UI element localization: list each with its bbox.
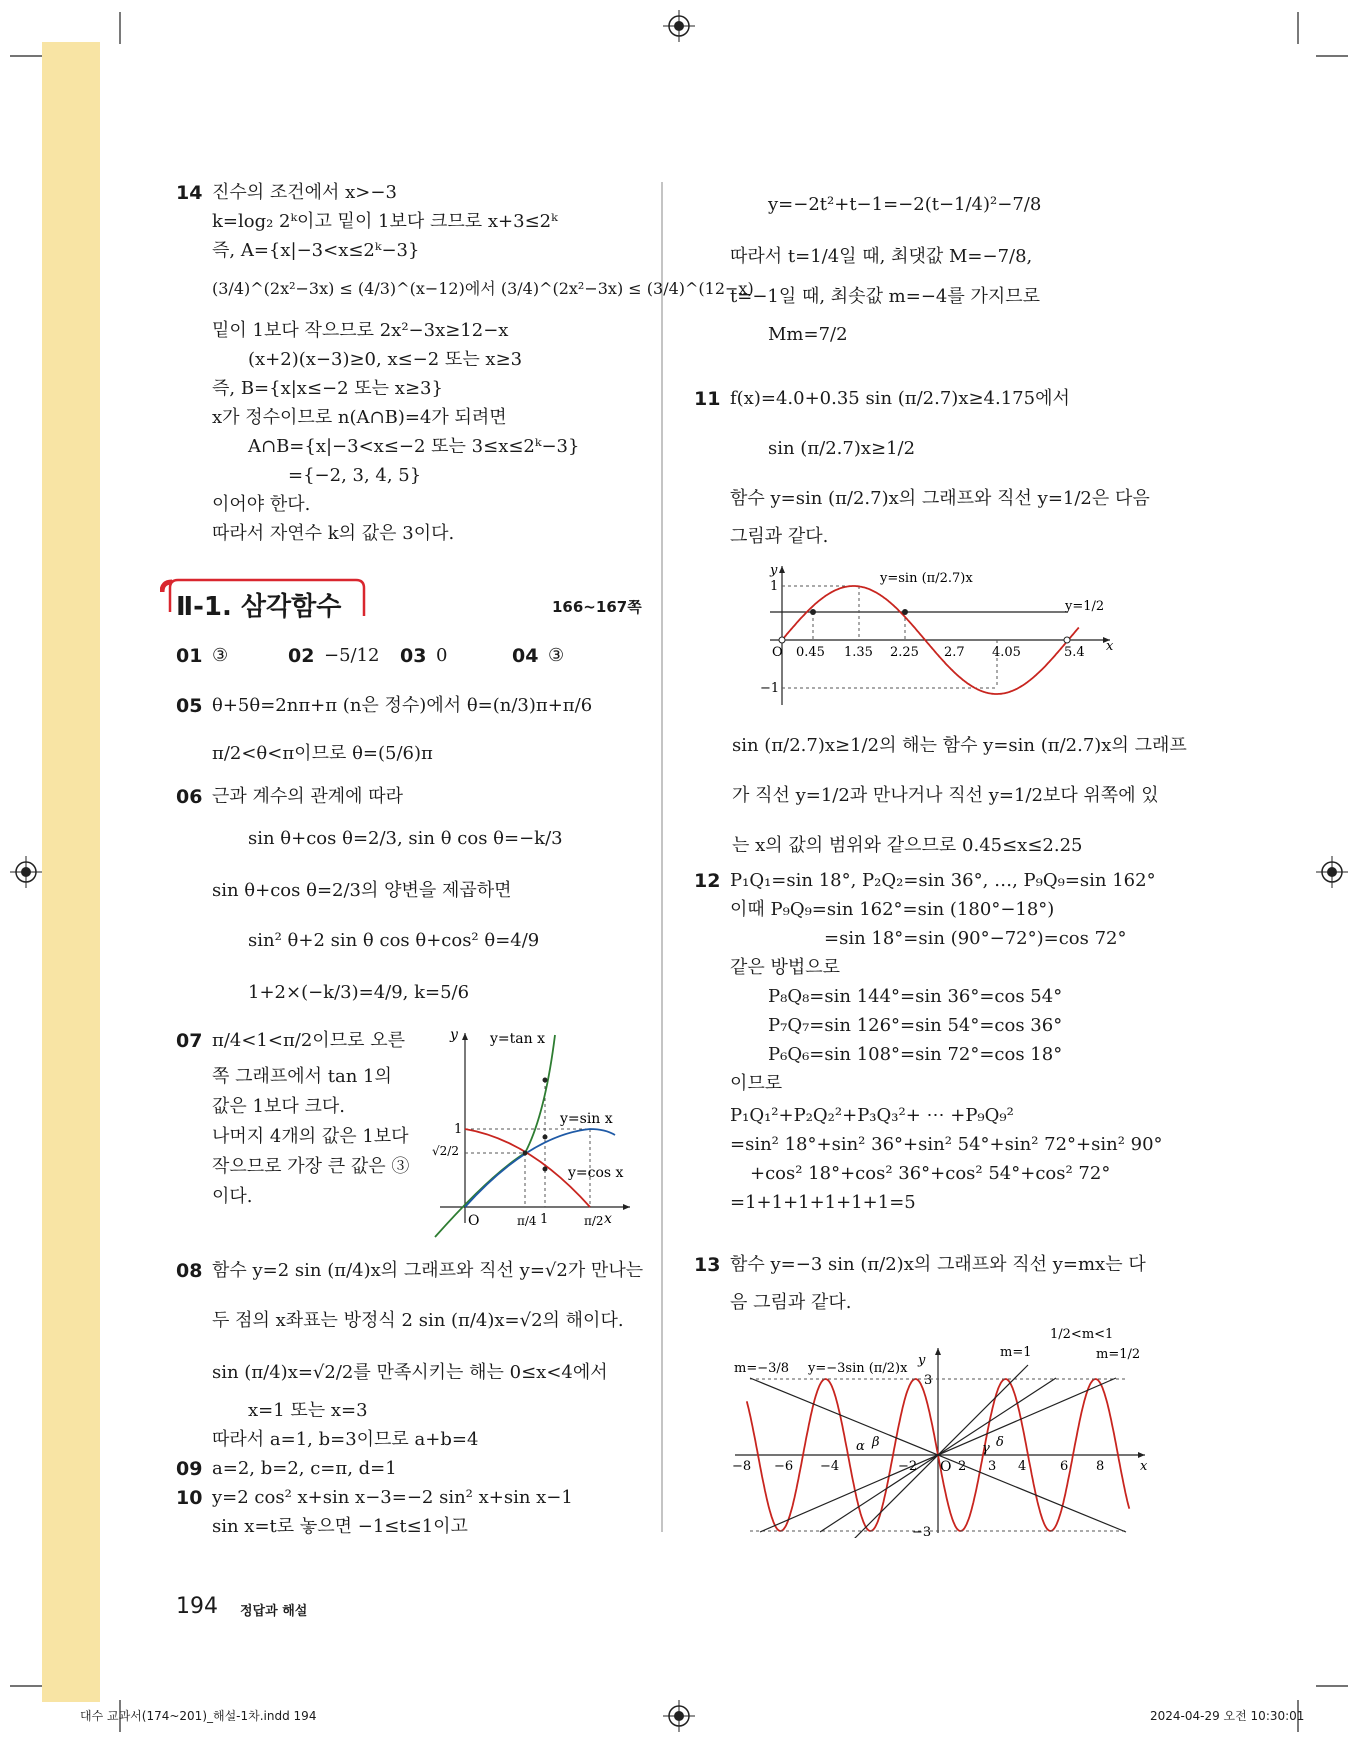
origin-label: O (940, 1459, 952, 1475)
origin-label: O (468, 1213, 480, 1229)
tick-label: −2 (898, 1459, 918, 1474)
line: Mm=7/2 (768, 324, 848, 345)
curve-label: y=−3sin (π/2)x (808, 1361, 908, 1376)
line: 즉, A={x|−3<x≤2ᵏ−3} (212, 240, 420, 261)
line: 두 점의 x좌표는 방정식 2 sin (π/4)x=√2의 해이다. (212, 1310, 624, 1331)
answer-value: −5/12 (324, 645, 380, 666)
line: 이어야 한다. (212, 494, 311, 515)
problem-number: 08 (176, 1260, 203, 1282)
page-label: 정답과 해설 (240, 1604, 308, 1619)
angle-label: γ (982, 1441, 990, 1456)
axis-label: x (1106, 639, 1114, 654)
line: x=1 또는 x=3 (248, 1400, 368, 1421)
line: =1+1+1+1+1+1=5 (730, 1192, 916, 1213)
line: P₁Q₁²+P₂Q₂²+P₃Q₃²+ ⋯ +P₉Q₉² (730, 1105, 1014, 1126)
tick-label: π/2 (584, 1214, 604, 1228)
curve-label: y=sin (π/2.7)x (880, 571, 973, 586)
answer-num: 03 (400, 645, 427, 667)
tick-label: 3 (924, 1373, 933, 1388)
line: (3/4)^(2x²−3x) ≤ (4/3)^(x−12)에서 (3/4)^(2x²−3x) ≤ (3/4)^(12−x) (212, 279, 754, 298)
problem-number: 06 (176, 786, 203, 808)
tick-label: 3 (988, 1459, 997, 1474)
line: A∩B={x|−3<x≤−2 또는 3≤x≤2ᵏ−3} (248, 436, 580, 457)
file-slug: 대수 교과서(174~201)_해설-1차.indd 194 (80, 1709, 317, 1723)
line: 따라서 a=1, b=3이므로 a+b=4 (212, 1429, 479, 1450)
tick-label: 2 (958, 1459, 967, 1474)
line: 따라서 t=1/4일 때, 최댓값 M=−7/8, (730, 246, 1033, 267)
tick-label: −6 (774, 1459, 794, 1474)
line: +cos² 18°+cos² 36°+cos² 54°+cos² 72° (750, 1163, 1111, 1184)
answer-value: ③ (212, 645, 229, 666)
curve-label-sin: y=sin x (560, 1111, 613, 1127)
line: π/2<θ<π이므로 θ=(5/6)π (212, 743, 433, 764)
problem-number: 09 (176, 1458, 203, 1480)
section-title: Ⅱ-1. 삼각함수 (176, 592, 342, 622)
tick-label: −3 (912, 1525, 932, 1538)
problem-number: 14 (176, 182, 203, 204)
tick-label: 5.4 (1064, 645, 1085, 660)
line: 즉, B={x|x≤−2 또는 x≥3} (212, 378, 443, 399)
axis-label: y (918, 1353, 926, 1368)
line: sin θ+cos θ=2/3의 양변을 제곱하면 (212, 880, 512, 901)
graph-13 (730, 1328, 1150, 1538)
line: 그림과 같다. (730, 526, 829, 547)
answer-num: 02 (288, 645, 315, 667)
line: sin x=t로 놓으면 −1≤t≤1이고 (212, 1516, 468, 1537)
line: =sin 18°=sin (90°−72°)=cos 72° (824, 928, 1127, 949)
axis-label: y (770, 563, 778, 578)
problem-number: 07 (176, 1030, 203, 1052)
line: 이다. (212, 1186, 253, 1207)
line: 근과 계수의 관계에 따라 (212, 786, 404, 807)
line: k=log₂ 2ᵏ이고 밑이 1보다 크므로 x+3≤2ᵏ (212, 211, 558, 232)
tick-label: 2.25 (890, 645, 919, 660)
target-mark-top (663, 10, 695, 42)
curve-label-tan: y=tan x (490, 1031, 545, 1047)
tick-label: −4 (820, 1459, 840, 1474)
line: 작으므로 가장 큰 값은 ③ (212, 1156, 410, 1177)
tick-label: 0.45 (796, 645, 825, 660)
answer-num: 04 (512, 645, 539, 667)
answer-value: 0 (436, 645, 448, 666)
tick-label: −8 (732, 1459, 752, 1474)
line: sin (π/2.7)x≥1/2의 해는 함수 y=sin (π/2.7)x의 그래프 (732, 735, 1187, 756)
line: P₁Q₁=sin 18°, P₂Q₂=sin 36°, …, P₉Q₉=sin 162° (730, 870, 1156, 891)
line: P₆Q₆=sin 108°=sin 72°=cos 18° (768, 1044, 1063, 1065)
line: sin² θ+2 sin θ cos θ+cos² θ=4/9 (248, 930, 540, 951)
line-label: m=1/2 (1096, 1347, 1141, 1362)
line: 나머지 4개의 값은 1보다 (212, 1126, 409, 1147)
line: 가 직선 y=1/2과 만나거나 직선 y=1/2보다 위쪽에 있 (732, 785, 1159, 806)
origin-label: O (772, 645, 783, 660)
axis-label: x (604, 1211, 612, 1227)
line: x가 정수이므로 n(A∩B)=4가 되려면 (212, 407, 507, 428)
problem-number: 12 (694, 870, 721, 892)
line: a=2, b=2, c=π, d=1 (212, 1458, 397, 1479)
target-mark-bottom (663, 1700, 695, 1732)
line: 함수 y=sin (π/2.7)x의 그래프와 직선 y=1/2은 다음 (730, 488, 1150, 509)
tick-label: 1 (454, 1122, 463, 1137)
line: y=2 cos² x+sin x−3=−2 sin² x+sin x−1 (212, 1487, 573, 1508)
tick-label: 4.05 (992, 645, 1021, 660)
answer-num: 01 (176, 645, 203, 667)
line: P₇Q₇=sin 126°=sin 54°=cos 36° (768, 1015, 1063, 1036)
tick-label: 1 (770, 579, 779, 594)
tick-label: 1 (540, 1212, 549, 1227)
tick-label: 2.7 (944, 645, 965, 660)
section-pages: 166~167쪽 (552, 598, 642, 616)
line: 진수의 조건에서 x>−3 (212, 182, 397, 203)
line: 값은 1보다 크다. (212, 1096, 345, 1117)
line: P₈Q₈=sin 144°=sin 36°=cos 54° (768, 986, 1063, 1007)
line: sin (π/2.7)x≥1/2 (768, 438, 916, 459)
range-label: 1/2<m<1 (1050, 1328, 1114, 1342)
curve-label-cos: y=cos x (568, 1165, 624, 1181)
line: 밑이 1보다 작으므로 2x²−3x≥12−x (212, 320, 509, 341)
tick-label: √2/2 (432, 1144, 459, 1158)
line: t=−1일 때, 최솟값 m=−4를 가지므로 (730, 286, 1041, 307)
line-label: m=−3/8 (734, 1361, 790, 1376)
line: 같은 방법으로 (730, 957, 841, 978)
line: =sin² 18°+sin² 36°+sin² 54°+sin² 72°+sin² 90° (730, 1134, 1163, 1155)
line: 이때 P₉Q₉=sin 162°=sin (180°−18°) (730, 899, 1055, 920)
angle-label: δ (996, 1435, 1004, 1450)
line: sin (π/4)x=√2/2를 만족시키는 해는 0≤x<4에서 (212, 1362, 608, 1383)
tick-label: −1 (760, 681, 780, 696)
tick-label: 4 (1018, 1459, 1027, 1474)
line-label: m=1 (1000, 1345, 1032, 1360)
line: 함수 y=−3 sin (π/2)x의 그래프와 직선 y=mx는 다 (730, 1254, 1146, 1275)
tick-label: 6 (1060, 1459, 1069, 1474)
problem-number: 13 (694, 1254, 721, 1276)
line: sin θ+cos θ=2/3, sin θ cos θ=−k/3 (248, 828, 563, 849)
line-label: y=1/2 (1065, 599, 1105, 614)
line: 쪽 그래프에서 tan 1의 (212, 1066, 392, 1087)
line: 1+2×(−k/3)=4/9, k=5/6 (248, 982, 470, 1003)
line: y=−2t²+t−1=−2(t−1/4)²−7/8 (768, 194, 1042, 215)
problem-number: 10 (176, 1487, 203, 1509)
line: 따라서 자연수 k의 값은 3이다. (212, 523, 455, 544)
line: 는 x의 값의 범위와 같으므로 0.45≤x≤2.25 (732, 835, 1083, 856)
tick-label: 8 (1096, 1459, 1105, 1474)
tick-label: 1.35 (844, 645, 873, 660)
line: ={−2, 3, 4, 5} (288, 465, 422, 486)
line: 이므로 (730, 1073, 783, 1094)
line: f(x)=4.0+0.35 sin (π/2.7)x≥4.175에서 (730, 388, 1070, 409)
axis-label: x (1140, 1459, 1148, 1474)
graph-11 (760, 560, 1120, 710)
target-mark-right (1316, 856, 1348, 888)
tick-label: π/4 (517, 1214, 537, 1228)
line: (x+2)(x−3)≥0, x≤−2 또는 x≥3 (248, 349, 523, 370)
line: 음 그림과 같다. (730, 1292, 852, 1313)
axis-label: y (450, 1027, 458, 1043)
page-number: 194 (176, 1594, 218, 1619)
line: θ+5θ=2nπ+π (n은 정수)에서 θ=(n/3)π+π/6 (212, 695, 593, 716)
target-mark-left (10, 856, 42, 888)
problem-number: 05 (176, 695, 203, 717)
problem-number: 11 (694, 388, 721, 410)
line: π/4<1<π/2이므로 오른 (212, 1030, 405, 1051)
angle-label: β (872, 1435, 880, 1450)
graph-07 (430, 1025, 640, 1245)
answer-value: ③ (548, 645, 565, 666)
timestamp: 2024-04-29 오전 10:30:01 (1150, 1709, 1305, 1723)
angle-label: α (856, 1439, 865, 1454)
line: 함수 y=2 sin (π/4)x의 그래프와 직선 y=√2가 만나는 (212, 1260, 644, 1281)
